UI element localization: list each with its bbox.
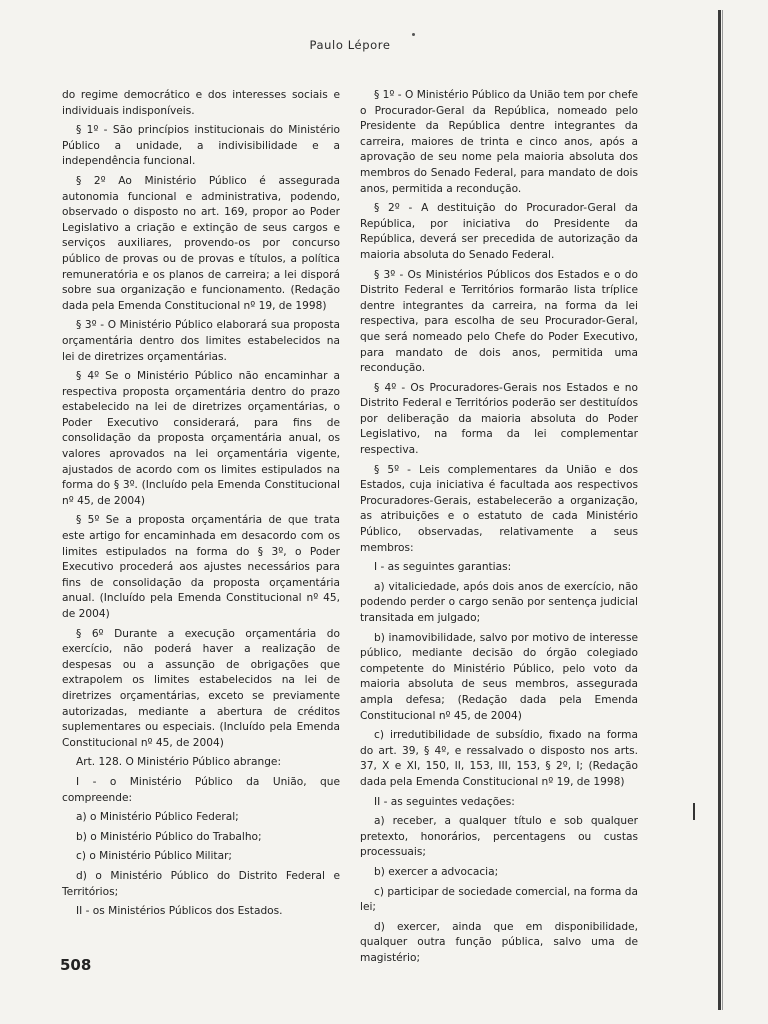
paragraph: I - o Ministério Público da União, que compreende: xyxy=(62,775,340,804)
paragraph: a) vitaliciedade, após dois anos de exercício, não podendo perder o cargo senão por sentença judicial transitada em julgado; xyxy=(360,580,638,624)
paragraph: § 4º Se o Ministério Público não encaminhar a respectiva proposta orçamentária dentro do prazo estabelecido na lei de diretrizes orçamentárias, o Poder Executivo considerará, para fins de consolidação da proposta orçamentária anual, os valores aprovados na lei orçamentária vigente, ajustados de acordo com os limites estipulados na forma do § 3º. (Incluído pela Emenda Constitucional nº 45, de 2004) xyxy=(62,370,340,507)
paragraph: § 5º Se a proposta orçamentária de que trata este artigo for encaminhada em desacordo com os limites estipulados na forma do § 3º, o Poder Executivo procederá aos ajustes necessários para fins de consolidação da proposta orçamentária anual. (Incluído pela Emenda Constitucional nº 45, de 2004) xyxy=(62,514,340,620)
paragraph: b) exercer a advocacia; xyxy=(374,865,499,878)
paragraph: d) o Ministério Público do Distrito Federal e Territórios; xyxy=(62,869,340,898)
right-column xyxy=(360,88,638,970)
paragraph: § 2º Ao Ministério Público é assegurada autonomia funcional e administrativa, podendo, observado o disposto no art. 169, propor ao Poder Legislativo a criação e extinção de seus cargos e serviços auxiliares, provendo-os por concurso público de provas ou de provas e títulos, a política remuneratória e os planos de carreira; a lei disporá sobre sua organização e funcionamento. (Redação dada pela Emenda Constitucional nº 19, de 1998) xyxy=(62,174,340,312)
running-head: Paulo Lépore xyxy=(309,38,391,52)
paragraph: c) o Ministério Público Militar; xyxy=(76,850,232,863)
paragraph: § 4º - Os Procuradores-Gerais nos Estados e no Distrito Federal e Territórios poderão ser destituídos por deliberação da maioria absoluta do Poder Legislativo, na forma da lei complementar respectiva. xyxy=(360,381,638,457)
paragraph: c) irredutibilidade de subsídio, fixado na forma do art. 39, § 4º, e ressalvado o disposto nos arts. 37, X e XI, 150, II, 153, III, 153, § 2º, I; (Redação dada pela Emenda Constitucional nº 19, de 1998) xyxy=(360,729,638,788)
paragraph: do regime democrático e dos interesses sociais e individuais indisponíveis. xyxy=(62,89,340,117)
paragraph: § 3º - Os Ministérios Públicos dos Estados e o do Distrito Federal e Territórios formarão lista tríplice dentre integrantes da carreira, na forma da lei respectiva, para escolha de seu Procurador-Geral, que será nomeado pelo Chefe do Poder Executivo, para mandato de dois anos, permitida uma recondução. xyxy=(360,268,638,375)
binding-edge-shadow xyxy=(722,10,723,1010)
left-column xyxy=(62,88,340,924)
paragraph: a) o Ministério Público Federal; xyxy=(76,811,239,824)
scan-mark xyxy=(693,803,695,820)
paragraph: § 6º Durante a execução orçamentária do exercício, não poderá haver a realização de despesas ou a assunção de obrigações que extrapolem os limites estabelecidos na lei de diretrizes orçamentárias, exceto se previamente autorizadas, mediante a abertura de créditos suplementares ou especiais. (Incluído pela Emenda Constitucional nº 45, de 2004) xyxy=(62,627,340,749)
paragraph: § 3º - O Ministério Público elaborará sua proposta orçamentária dentro dos limites estabelecidos na lei de diretrizes orçamentárias. xyxy=(62,319,340,363)
binding-edge xyxy=(718,10,721,1010)
paragraph: II - as seguintes vedações: xyxy=(374,795,515,808)
paragraph: a) receber, a qualquer título e sob qualquer pretexto, honorários, percentagens ou custas processuais; xyxy=(360,815,638,859)
paragraph: Art. 128. O Ministério Público abrange: xyxy=(76,756,282,769)
paragraph: § 5º - Leis complementares da União e dos Estados, cuja iniciativa é facultada aos respectivos Procuradores-Gerais, estabelecerão a organização, as atribuições e o estatuto de cada Ministério Público, observadas, relativamente a seus membros: xyxy=(360,463,638,554)
paragraph: I - as seguintes garantias: xyxy=(374,561,512,574)
paragraph: § 1º - O Ministério Público da União tem por chefe o Procurador-Geral da República, nomeado pelo Presidente da República dentre integrantes da carreira, maiores de trinta e cinco anos, após a aprovação de seu nome pela maioria absoluta dos membros do Senado Federal, para mandato de dois anos, permitida a recondução. xyxy=(360,89,638,195)
paragraph: c) participar de sociedade comercial, na forma da lei; xyxy=(360,885,638,914)
page-number: 508 xyxy=(60,956,92,974)
paragraph: § 2º - A destituição do Procurador-Geral da República, por iniciativa do Presidente da República, deverá ser precedida de autorização da maioria absoluta do Senado Federal. xyxy=(360,202,638,261)
paragraph: § 1º - São princípios institucionais do Ministério Público a unidade, a indivisibilidade e a independência funcional. xyxy=(62,124,340,168)
paragraph: b) o Ministério Público do Trabalho; xyxy=(76,830,262,843)
paragraph: d) exercer, ainda que em disponibilidade, qualquer outra função pública, salvo uma de magistério; xyxy=(360,920,638,964)
scan-speck xyxy=(412,33,415,36)
paragraph: b) inamovibilidade, salvo por motivo de interesse público, mediante decisão do órgão colegiado competente do Ministério Público, pelo voto da maioria absoluta de seus membros, assegurada ampla defesa; (Redação dada pela Emenda Constitucional nº 45, de 2004) xyxy=(360,631,638,722)
paragraph: II - os Ministérios Públicos dos Estados. xyxy=(76,905,283,918)
